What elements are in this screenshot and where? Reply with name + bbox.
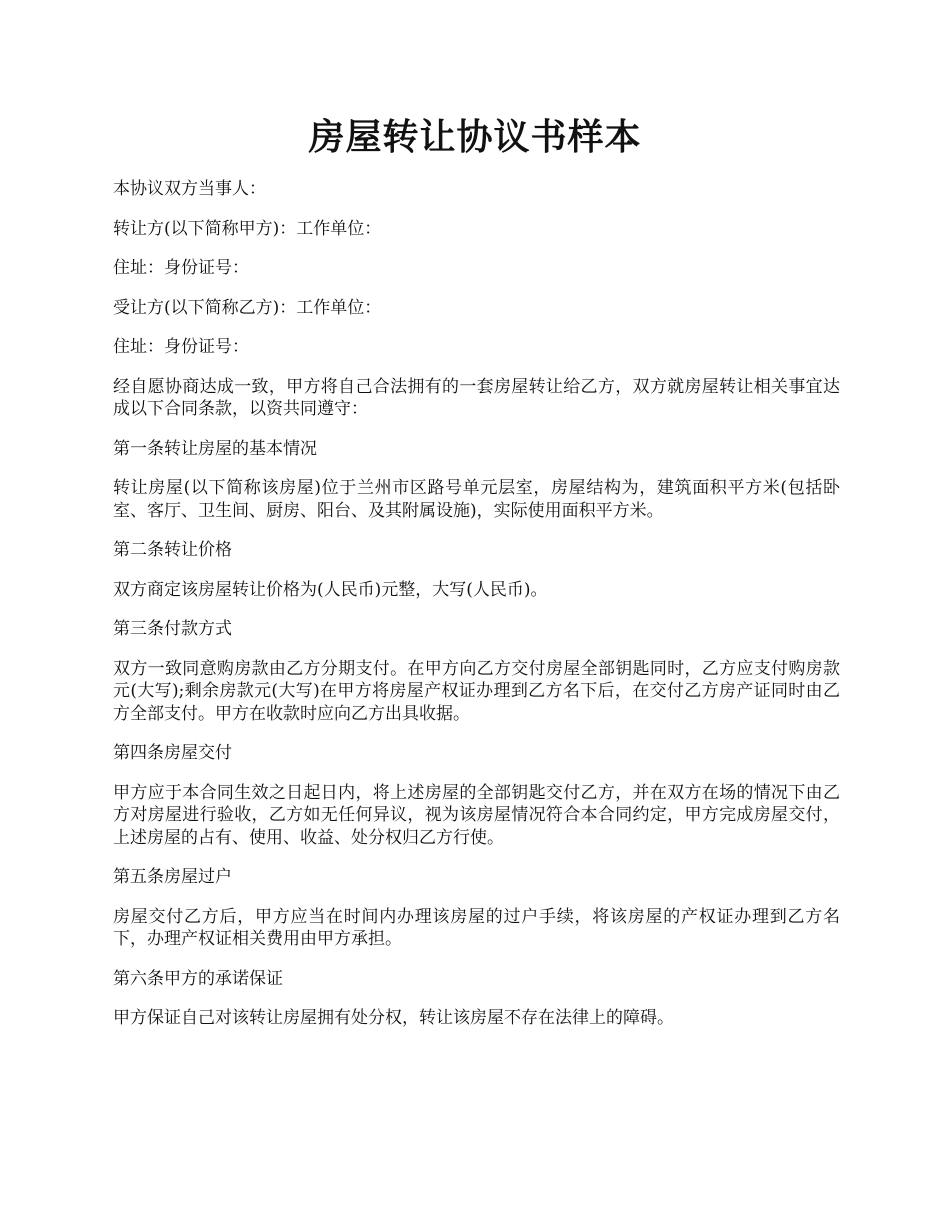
paragraph-transferor-address: 住址：身份证号：	[113, 258, 249, 278]
section-heading-5: 第五条房屋过户	[113, 867, 232, 887]
section-heading-3: 第三条付款方式	[113, 619, 232, 639]
paragraph-guarantee: 甲方保证自己对该转让房屋拥有处分权，转让该房屋不存在法律上的障碍。	[113, 1008, 674, 1028]
document-body	[113, 178, 840, 1047]
paragraph-payment: 双方一致同意购房款由乙方分期支付。在甲方向乙方交付房屋全部钥匙同时，乙方应支付购房款元(大写);剩余房款元(大写)在甲方将房屋产权证办理到乙方名下后，在交付乙方房产证同时由乙方全部支付。甲方在收款时应向乙方出具收据。	[113, 658, 840, 724]
paragraph-transferee: 受让方(以下简称乙方)：工作单位：	[113, 297, 382, 318]
section-heading-6: 第六条甲方的承诺保证	[113, 968, 283, 989]
paragraph-transfer-title: 房屋交付乙方后，甲方应当在时间内办理该房屋的过户手续，将该房屋的产权证办理到乙方名下，办理产权证相关费用由甲方承担。	[113, 906, 840, 949]
section-heading-4: 第四条房屋交付	[113, 743, 232, 763]
section-heading-2: 第二条转让价格	[113, 540, 232, 560]
paragraph-transferee-address: 住址：身份证号：	[113, 337, 249, 357]
section-heading-1: 第一条转让房屋的基本情况	[113, 438, 317, 459]
paragraph-transferor: 转让方(以下简称甲方)：工作单位：	[113, 218, 382, 239]
document-title: 房屋转让协议书样本	[308, 116, 642, 158]
paragraph-preamble: 经自愿协商达成一致，甲方将自己合法拥有的一套房屋转让给乙方，双方就房屋转让相关事宜达成以下合同条款，以资共同遵守：	[113, 376, 840, 419]
paragraph-parties-intro: 本协议双方当事人：	[113, 179, 266, 199]
paragraph-delivery: 甲方应于本合同生效之日起日内，将上述房屋的全部钥匙交付乙方，并在双方在场的情况下由乙方对房屋进行验收，乙方如无任何异议，视为该房屋情况符合本合同约定，甲方完成房屋交付，上述房屋的占有、使用、收益、处分权归乙方行使。	[113, 782, 840, 848]
paragraph-price: 双方商定该房屋转让价格为(人民币)元整，大写(人民币)。	[113, 579, 548, 600]
paragraph-property-info: 转让房屋(以下简称该房屋)位于兰州市区路号单元层室，房屋结构为，建筑面积平方米(包括卧室、客厅、卫生间、厨房、阳台、及其附属设施)，实际使用面积平方米。	[113, 478, 840, 521]
